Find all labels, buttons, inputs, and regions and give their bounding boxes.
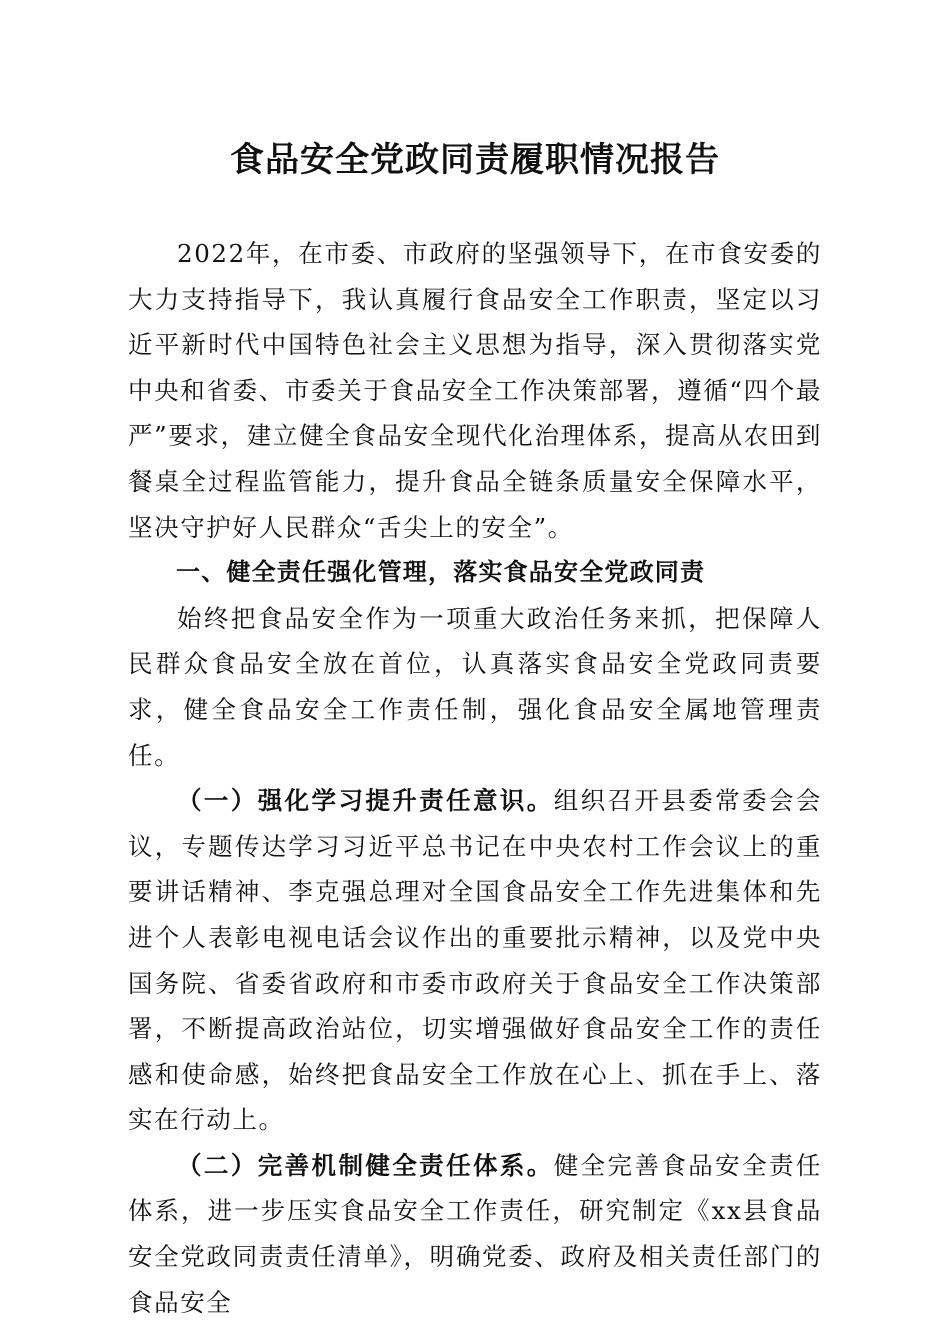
intro-paragraph: 2022年，在市委、市政府的坚强领导下，在市食安委的大力支持指导下，我认真履行食品安全工作职责，坚定以习近平新时代中国特色社会主义思想为指导，深入贯彻落实党中央和省委、市委关于食品安全工作决策部署，遵循“四个最严”要求，建立健全食品安全现代化治理体系，提高从农田到餐桌全过程监管能力，提升食品全链条质量安全保障水平，坚决守护好人民群众“舌尖上的安全”。: [128, 239, 822, 542]
item-1-paragraph: [128, 778, 822, 1143]
section-1-paragraph: 始终把食品安全作为一项重大政治任务来抓，把保障人民群众食品安全放在首位，认真落实食品安全党政同责要求，健全食品安全工作责任制，强化食品安全属地管理责任。: [128, 603, 822, 770]
item-2-paragraph: [128, 1143, 822, 1325]
section-heading-1: 一、健全责任强化管理，落实食品安全党政同责: [176, 558, 706, 587]
item-1-text: 组织召开县委常委会会议，专题传达学习习近平总书记在中央农村工作会议上的重要讲话精神、李克强总理对全国食品安全工作先进集体和先进个人表彰电视电话会议作出的重要批示精神，以及党中央国务院、省委省政府和市委市政府关于食品安全工作决策部署，不断提高政治站位，切实增强做好食品安全工作的责任感和使命感，始终把食品安全工作放在心上、抓在手上、落实在行动上。: [128, 786, 822, 1135]
document-title: 食品安全党政同责履职情况报告: [230, 140, 720, 180]
item-2-text: 健全完善食品安全责任体系，进一步压实食品安全工作责任，研究制定《xx县食品安全党政同责责任清单》，明确党委、政府及相关责任部门的食品安全: [128, 1150, 822, 1317]
document-body: [128, 231, 822, 1325]
item-2-lead: （二）完善机制健全责任体系。: [177, 1150, 554, 1180]
item-1-lead: （一）强化学习提升责任意识。: [177, 786, 554, 816]
